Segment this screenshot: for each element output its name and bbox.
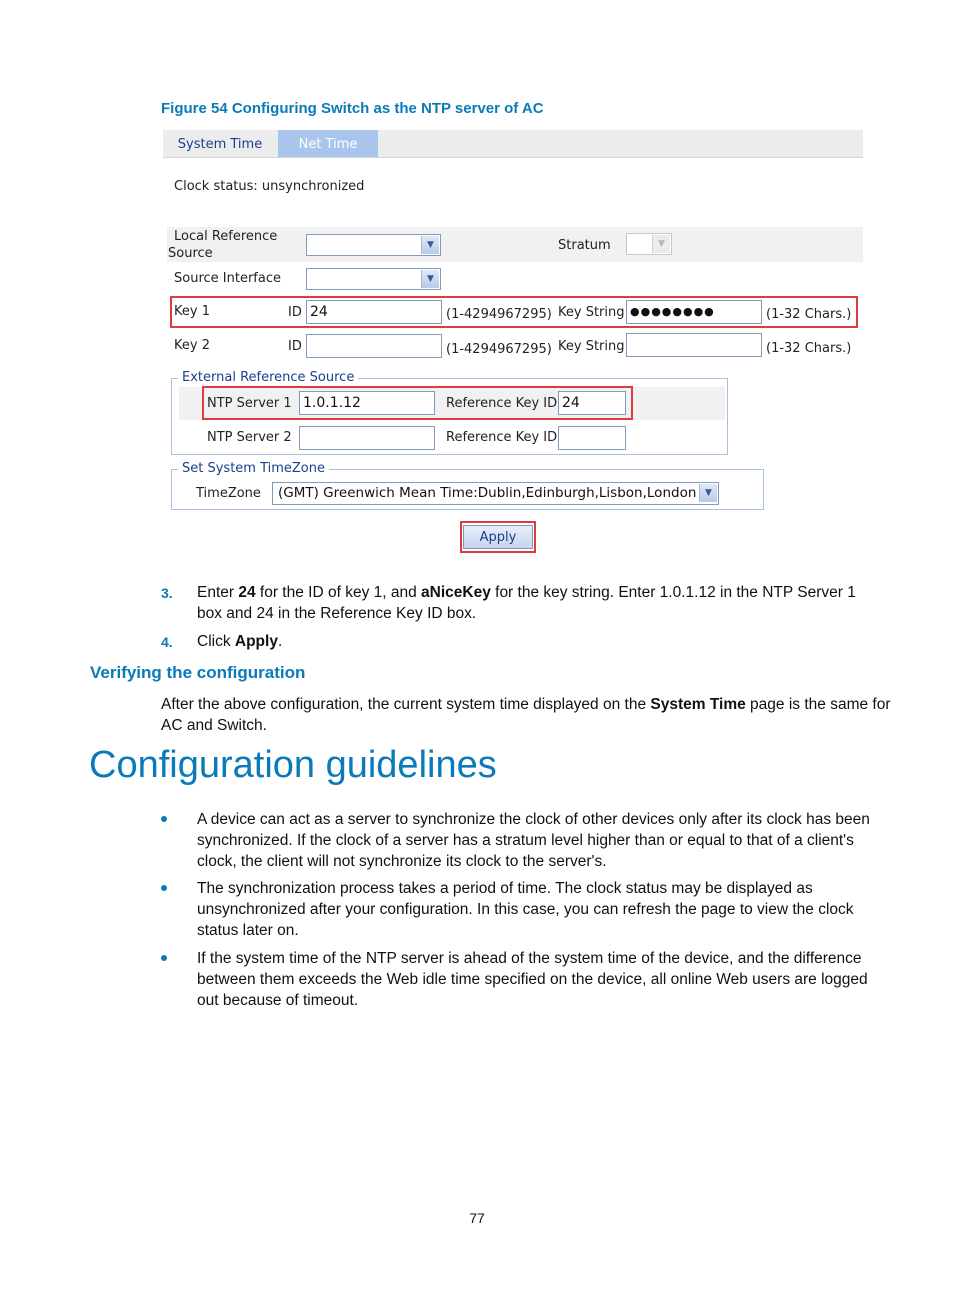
external-reference-legend: External Reference Source: [178, 370, 358, 385]
key1-string-label: Key String: [558, 305, 625, 320]
bullet-icon: [161, 885, 167, 891]
chevron-down-icon: ▼: [699, 484, 717, 502]
key2-label: Key 2: [174, 338, 210, 353]
chevron-down-icon: ▼: [421, 270, 439, 288]
ref-key2-label: Reference Key ID: [446, 430, 558, 445]
key2-id-label: ID: [288, 339, 302, 354]
apply-button[interactable]: Apply: [463, 525, 533, 549]
step-3-text: Enter 24 for the ID of key 1, and aNiceKey for the key string. Enter 1.0.1.12 in the NTP Server 1 box and 24 in the Reference Key ID box.: [197, 584, 856, 622]
key2-id-input[interactable]: [306, 334, 442, 358]
ref-key1-input[interactable]: 24: [558, 391, 626, 415]
tab-bar: [163, 130, 863, 158]
key1-id-range: (1-4294967295): [446, 307, 552, 322]
source-interface-select[interactable]: [306, 268, 441, 290]
guideline-1: A device can act as a server to synchronize the clock of other devices only after its clock has been synchronized. If the clock of a server has a stratum level higher than or equal to that of a client's clock, the client will not synchronize its clock to the server's.: [197, 811, 870, 870]
key2-chars-range: (1-32 Chars.): [766, 341, 852, 356]
stratum-label: Stratum: [558, 238, 611, 253]
key1-chars-range: (1-32 Chars.): [766, 307, 852, 322]
ntp2-label: NTP Server 2: [207, 430, 292, 445]
chevron-down-icon: ▼: [421, 236, 439, 254]
timezone-select[interactable]: [272, 482, 719, 505]
key2-string-label: Key String: [558, 339, 625, 354]
guideline-3: If the system time of the NTP server is ahead of the system time of the device, and the difference between them exceeds the Web idle time specified on the device, all online Web users are logged out because of timeout.: [197, 950, 868, 1009]
verify-paragraph: After the above configuration, the current system time displayed on the System Time page is the same for AC and Switch.: [161, 696, 891, 734]
local-reference-select[interactable]: [306, 234, 441, 256]
clock-status: Clock status: unsynchronized: [174, 179, 365, 194]
guidelines-heading: Configuration guidelines: [89, 744, 497, 786]
key1-label: Key 1: [174, 304, 210, 319]
ref-key1-label: Reference Key ID: [446, 396, 558, 411]
tab-system-time[interactable]: System Time: [177, 137, 263, 152]
local-reference-label-2: Source: [168, 246, 213, 261]
figure-caption: Figure 54 Configuring Switch as the NTP server of AC: [161, 100, 544, 117]
page-number: 77: [469, 1210, 485, 1226]
key2-string-input[interactable]: [626, 333, 762, 357]
guideline-2: The synchronization process takes a period of time. The clock status may be displayed as unsynchronized after your configuration. In this case, you can refresh the page to view the clock status later on.: [197, 880, 854, 939]
tab-net-time[interactable]: Net Time: [278, 130, 378, 157]
key2-id-range: (1-4294967295): [446, 342, 552, 357]
ntp1-input[interactable]: 1.0.1.12: [299, 391, 435, 415]
ntp1-label: NTP Server 1: [207, 396, 292, 411]
step-4-text: Click Apply.: [197, 633, 283, 650]
key1-string-input[interactable]: ●●●●●●●●: [626, 300, 762, 324]
ntp2-input[interactable]: [299, 426, 435, 450]
bullet-icon: [161, 955, 167, 961]
key1-id-input[interactable]: 24: [306, 300, 442, 324]
verify-heading: Verifying the configuration: [90, 663, 306, 682]
bullet-icon: [161, 816, 167, 822]
source-interface-label: Source Interface: [174, 271, 281, 286]
step-4-number: 4.: [161, 634, 173, 650]
timezone-label: TimeZone: [196, 486, 261, 501]
key1-id-label: ID: [288, 305, 302, 320]
local-reference-label: Local Reference: [174, 229, 278, 244]
timezone-legend: Set System TimeZone: [178, 461, 329, 476]
timezone-value: (GMT) Greenwich Mean Time:Dublin,Edinburgh,Lisbon,London: [278, 485, 697, 501]
ref-key2-input[interactable]: [558, 426, 626, 450]
step-3-number: 3.: [161, 585, 173, 601]
chevron-down-icon: ▼: [652, 235, 670, 253]
stratum-select: [626, 233, 672, 255]
